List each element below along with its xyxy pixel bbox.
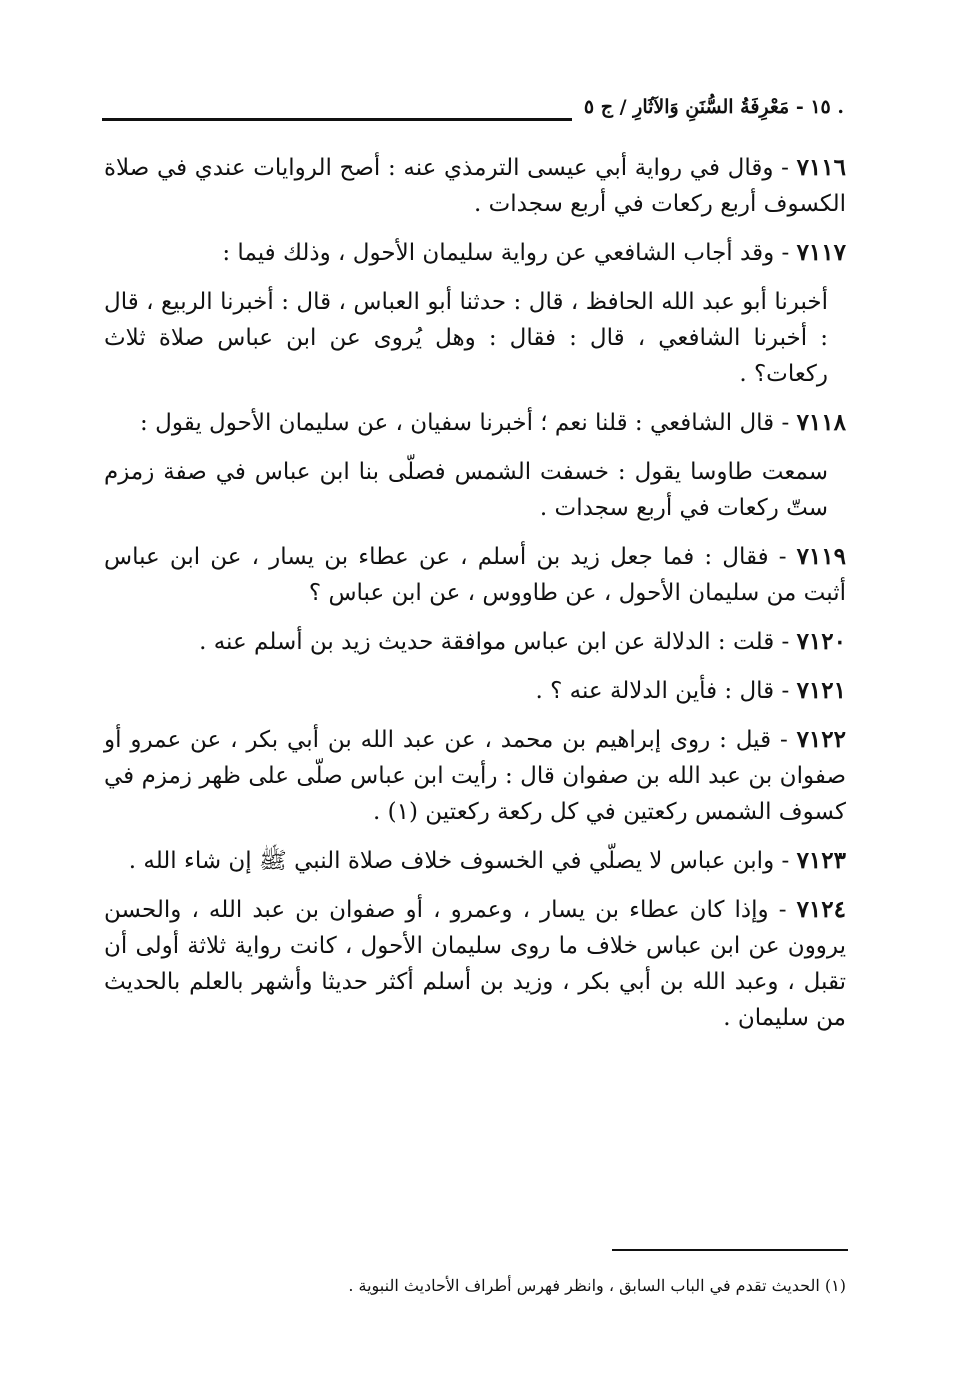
paragraph-number: ٧١٢٠ bbox=[796, 628, 846, 655]
paragraph-7122 bbox=[104, 722, 846, 830]
paragraph-isnad-1 bbox=[104, 284, 846, 392]
running-head: . ١٥ - مَعْرِفَةُ السُّنَنِ وَالآثَارِ / ج ٥ bbox=[574, 96, 844, 118]
paragraph-text: - وابن عباس لا يصلّي في الخسوف خلاف صلاة النبي ﷺ إن شاء الله . bbox=[128, 848, 797, 874]
paragraph-number: ٧١١٧ bbox=[796, 239, 846, 266]
paragraph-number: ٧١٢٢ bbox=[796, 726, 846, 753]
paragraph-7124 bbox=[104, 892, 846, 1036]
paragraph-text: - قال : فأين الدلالة عنه ؟ . bbox=[535, 678, 797, 704]
paragraph-text: - قيل : روى إبراهيم بن محمد ، عن عبد الله بن أبي بكر ، عن عمرو أو صفوان بن عبد الله بن صفوان قال : رأيت ابن عباس صلّى على ظهر زمزم في كسوف الشمس ركعتين في كل ركعة ركعتين (١) . bbox=[104, 727, 846, 825]
paragraph-7116 bbox=[104, 150, 846, 222]
paragraph-number: ٧١٢٣ bbox=[796, 847, 846, 874]
paragraph-text: - قلت : الدلالة عن ابن عباس موافقة حديث زيد بن أسلم عنه . bbox=[199, 629, 797, 655]
paragraph-number: ٧١١٩ bbox=[796, 543, 846, 570]
paragraph-7118 bbox=[104, 405, 846, 441]
paragraph-text: سمعت طاوسا يقول : خسفت الشمس فصلّى بنا ابن عباس في صفة زمزم ستّ ركعات في أربع سجدات . bbox=[104, 459, 828, 521]
paragraph-text: - قال الشافعي : قلنا نعم ؛ أخبرنا سفيان ، عن سليمان الأحول يقول : bbox=[140, 410, 797, 436]
paragraph-number: ٧١١٦ bbox=[796, 154, 846, 181]
paragraph-number: ٧١١٨ bbox=[796, 409, 846, 436]
paragraph-7121 bbox=[104, 673, 846, 709]
paragraph-7119 bbox=[104, 539, 846, 611]
main-text bbox=[104, 150, 846, 1049]
paragraph-number: ٧١٢١ bbox=[796, 677, 846, 704]
page-header bbox=[102, 96, 844, 126]
paragraph-number: ٧١٢٤ bbox=[796, 896, 846, 923]
paragraph-text: - فقال : فما جعل زيد بن أسلم ، عن عطاء بن يسار ، عن ابن عباس أثبت من سليمان الأحول ، عن طاووس ، عن ابن عباس ؟ bbox=[104, 544, 846, 606]
paragraph-text: - وقال في رواية أبي عيسى الترمذي عنه : أصح الروايات عندي في صلاة الكسوف أربع ركعات في أربع سجدات . bbox=[104, 155, 846, 217]
footnote: (١) الحديث تقدم في الباب السابق ، وانظر فهرس أطراف الأحاديث النبوية . bbox=[348, 1276, 846, 1295]
paragraph-isnad-2 bbox=[104, 454, 846, 526]
paragraph-text: - وقد أجاب الشافعي عن رواية سليمان الأحول ، وذلك فيما : bbox=[222, 240, 797, 266]
paragraph-text: - وإذا كان عطاء بن يسار ، وعمرو ، أو صفوان بن عبد الله ، والحسن يروون عن ابن عباس خلاف ما روى سليمان الأحول ، كانت رواية ثلاثة أولى أن تقبل ، وعبد الله بن أبي بكر ، وزيد بن أسلم أكثر حديثا وأشهر بالعلم بالحديث من سليمان . bbox=[104, 897, 846, 1031]
footnote-rule bbox=[612, 1249, 848, 1251]
paragraph-7117 bbox=[104, 235, 846, 271]
paragraph-text: أخبرنا أبو عبد الله الحافظ ، قال : حدثنا أبو العباس ، قال : أخبرنا الربيع ، قال : أخبرنا الشافعي ، قال : فقال : وهل يُروى عن ابن عباس صلاة ثلاث ركعات؟ . bbox=[104, 289, 828, 387]
header-rule bbox=[102, 118, 572, 121]
paragraph-7120 bbox=[104, 624, 846, 660]
paragraph-7123 bbox=[104, 843, 846, 879]
